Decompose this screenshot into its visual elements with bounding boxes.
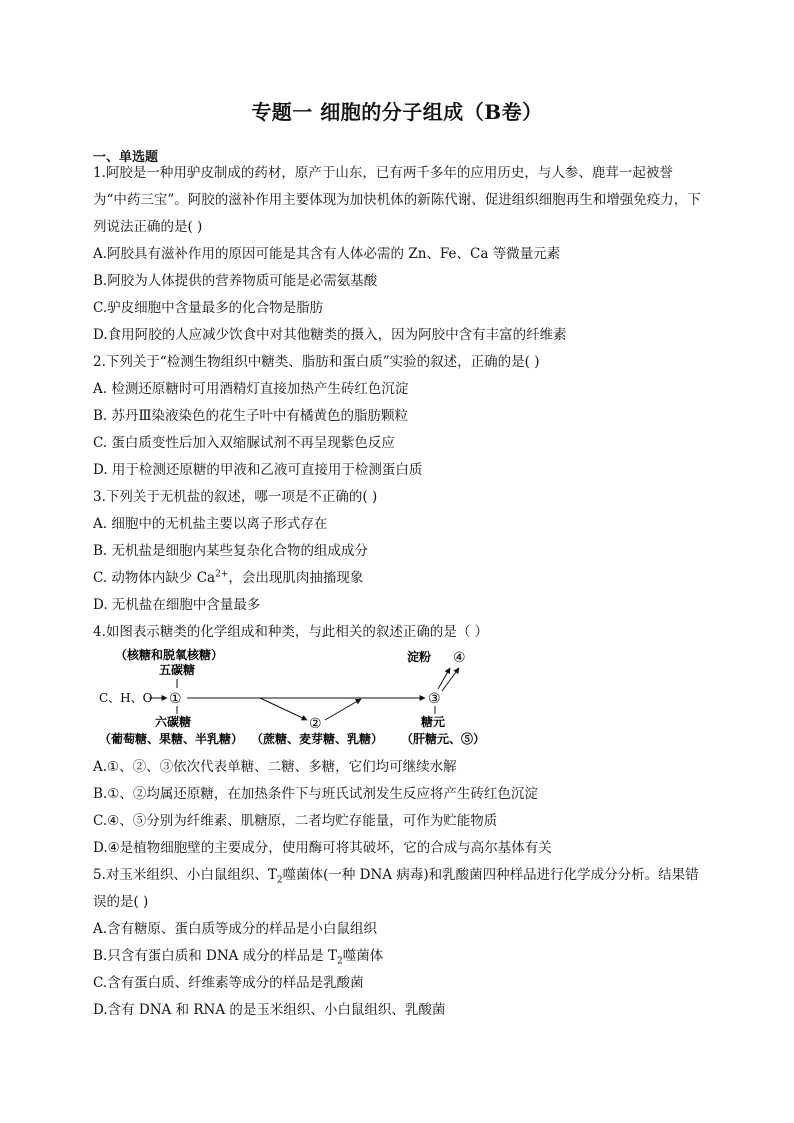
page-title: 专题一 细胞的分子组成（B卷） xyxy=(251,100,543,124)
arrow-to-2 xyxy=(260,698,307,720)
question-3-stem: 3.下列关于无机盐的叙述，哪一项是不正确的( ) xyxy=(93,489,378,505)
hexose-examples-label: （葡萄糖、果糖、半乳糖） xyxy=(99,732,244,746)
sugar-classification-diagram xyxy=(95,646,515,754)
question-1 xyxy=(93,160,705,349)
question-1-option-a: A.阿胶具有滋补作用的原因可能是其含有人体必需的 Zn、Fe、Ca 等微量元素 xyxy=(93,246,561,262)
node-2: ② xyxy=(309,716,322,732)
question-3-option-c-text-end: ，会出现肌肉抽搐现象 xyxy=(228,570,364,586)
pentose-examples-label: （核糖和脱氧核糖） xyxy=(115,648,224,662)
question-3-option-d: D. 无机盐在细胞中含量最多 xyxy=(93,597,261,613)
node-1: ① xyxy=(169,691,182,707)
glycogen-label: 糖元 xyxy=(421,715,446,729)
question-3-option-a: A. 细胞中的无机盐主要以离子形式存在 xyxy=(93,516,328,532)
question-5-stem-text-end: 噬菌体(一种 DNA 病毒)和乳酸菌四种样品进行化学成分分析。结果错误的是( ) xyxy=(93,867,699,910)
question-4-option-a: A.①、②、③依次代表单糖、二糖、多糖，它们均可继续水解 xyxy=(93,759,457,775)
question-5-option-c: C.含有蛋白质、纤维素等成分的样品是乳酸菌 xyxy=(93,975,364,991)
question-1-option-b: B.阿胶为人体提供的营养物质可能是必需氨基酸 xyxy=(93,273,378,289)
question-3-option-c-text: C. 动物体内缺少 Ca xyxy=(93,570,216,586)
question-1-option-c: C.驴皮细胞中含量最多的化合物是脂肪 xyxy=(93,300,324,316)
question-5-option-b-text: B.只含有蛋白质和 DNA 成分的样品是 T xyxy=(93,948,337,964)
question-5-stem xyxy=(93,862,705,916)
question-5-option-b-text-end: 噬菌体 xyxy=(342,948,384,964)
phage-subscript: 2 xyxy=(276,875,283,886)
question-2 xyxy=(93,349,705,484)
question-4-stem: 4.如图表示糖类的化学组成和种类，与此相关的叙述正确的是（ ） xyxy=(93,624,489,640)
question-4-option-c: C.④、⑤分别为纤维素、肌糖原，二者均贮存能量，可作为贮能物质 xyxy=(93,813,498,829)
disaccharide-examples-label: （蔗糖、麦芽糖、乳糖） xyxy=(251,732,384,746)
question-1-stem: 1.阿胶是一种用驴皮制成的药材，原产于山东，已有两千多年的应用历史，与人参、鹿茸一起被誉为“中药三宝”。阿胶的滋补作用主要体现为加快机体的新陈代谢、促进组织细胞再生和增强免疫力，下列说法正确的是( ) xyxy=(93,165,701,235)
question-2-option-a: A. 检测还原糖时可用酒精灯直接加热产生砖红色沉淀 xyxy=(93,381,409,397)
question-2-option-d: D. 用于检测还原糖的甲液和乙液可直接用于检测蛋白质 xyxy=(93,462,423,478)
arrow-3-to-starch xyxy=(438,668,450,689)
question-2-option-c: C. 蛋白质变性后加入双缩脲试剂不再呈现紫色反应 xyxy=(93,435,395,451)
phage-subscript-b: 2 xyxy=(336,956,343,967)
calcium-charge: 2+ xyxy=(215,569,229,580)
question-5-option-b xyxy=(93,943,705,970)
question-4-option-d: D.④是植物细胞壁的主要成分，使用酶可将其破坏，它的合成与高尔基体有关 xyxy=(93,840,552,856)
hexose-label: 六碳糖 xyxy=(155,715,192,729)
question-4-option-b: B.①、②均属还原糖，在加热条件下与班氏试剂发生反应将产生砖红色沉淀 xyxy=(93,786,538,802)
question-5-option-a: A.含有糖原、蛋白质等成分的样品是小白鼠组织 xyxy=(93,921,378,937)
question-5-option-d: D.含有 DNA 和 RNA 的是玉米组织、小白鼠组织、乳酸菌 xyxy=(93,1002,446,1018)
node-4: ④ xyxy=(453,650,466,666)
elements-label: C、H、O xyxy=(99,691,153,705)
pentose-label: 五碳糖 xyxy=(159,663,196,677)
question-4 xyxy=(93,619,705,862)
section-heading: 一、单选题 xyxy=(93,150,159,165)
glycogen-examples-label: （肝糖元、⑤） xyxy=(401,732,486,746)
arrow-3-to-4 xyxy=(442,668,459,691)
question-5 xyxy=(93,862,705,1024)
question-list xyxy=(93,160,705,1024)
question-3 xyxy=(93,484,705,619)
node-3: ③ xyxy=(428,691,441,707)
question-3-option-b: B. 无机盐是细胞内某些复杂化合物的组成成分 xyxy=(93,543,369,559)
arrow-2-to-main xyxy=(325,699,361,720)
question-3-option-c xyxy=(93,565,705,592)
question-2-option-b: B. 苏丹Ⅲ染液染色的花生子叶中有橘黄色的脂肪颗粒 xyxy=(93,408,409,424)
question-5-stem-text: 5.对玉米组织、小白鼠组织、T xyxy=(93,867,277,883)
question-2-stem: 2.下列关于“检测生物组织中糖类、脂肪和蛋白质”实验的叙述，正确的是( ) xyxy=(93,354,540,370)
starch-label: 淀粉 xyxy=(407,650,432,664)
question-1-option-d: D.食用阿胶的人应减少饮食中对其他糖类的摄入，因为阿胶中含有丰富的纤维素 xyxy=(93,327,567,343)
